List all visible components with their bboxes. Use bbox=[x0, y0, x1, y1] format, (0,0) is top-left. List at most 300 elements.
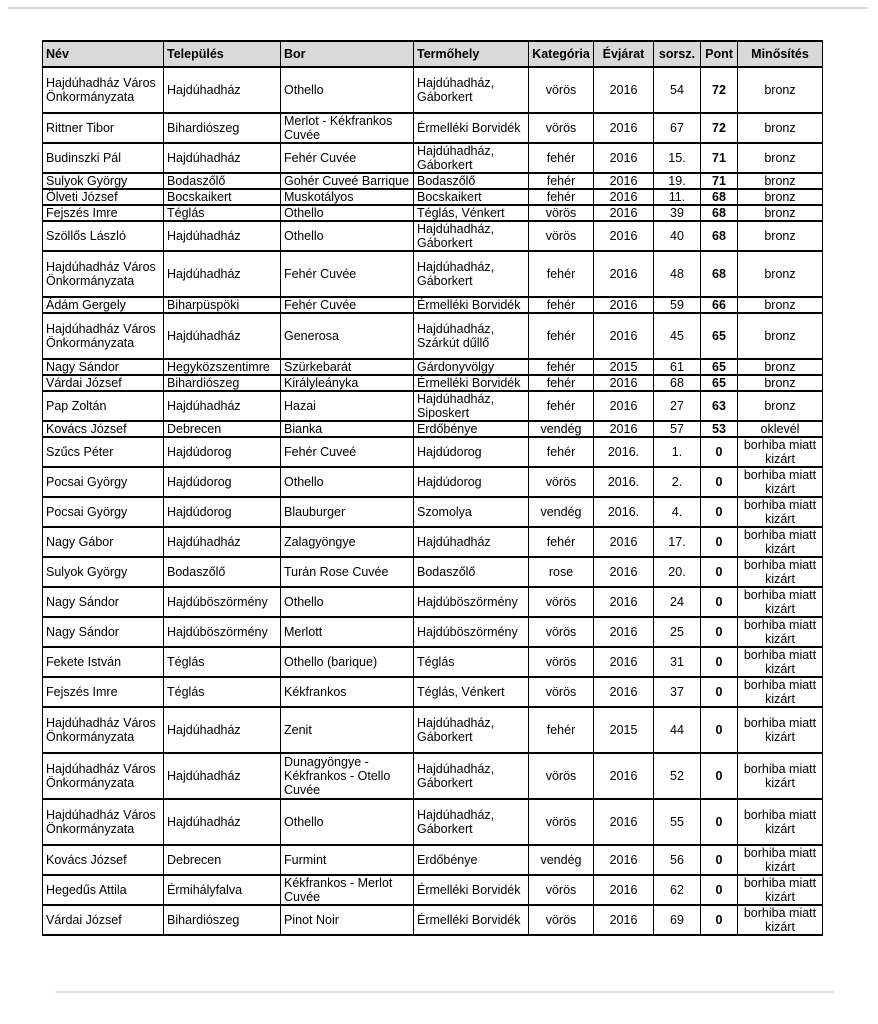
cell-sorsz: 45 bbox=[654, 313, 701, 359]
table-row bbox=[43, 313, 823, 359]
cell-termohely: Érmelléki Borvidék bbox=[414, 113, 529, 143]
table-row bbox=[43, 527, 823, 557]
cell-evjarat: 2016 bbox=[594, 799, 654, 845]
cell-nev: Pap Zoltán bbox=[43, 391, 164, 421]
cell-pont: 68 bbox=[701, 205, 738, 221]
cell-termohely: Bodaszőlő bbox=[414, 557, 529, 587]
cell-kategoria: fehér bbox=[529, 527, 594, 557]
cell-termohely: Hajdúhadház, Gáborkert bbox=[414, 251, 529, 297]
table-row bbox=[43, 143, 823, 173]
cell-minosites: bronz bbox=[738, 297, 823, 313]
cell-telepules: Bihardiószeg bbox=[164, 905, 281, 935]
table-header bbox=[43, 41, 823, 67]
cell-bor: Szürkebarát bbox=[281, 359, 414, 375]
table-row bbox=[43, 297, 823, 313]
cell-bor: Zenit bbox=[281, 707, 414, 753]
cell-kategoria: vörös bbox=[529, 67, 594, 113]
cell-evjarat: 2016 bbox=[594, 587, 654, 617]
cell-telepules: Hajdúhadház bbox=[164, 527, 281, 557]
cell-bor: Merlot - Kékfrankos Cuvée bbox=[281, 113, 414, 143]
cell-bor: Othello bbox=[281, 67, 414, 113]
cell-termohely: Téglás, Vénkert bbox=[414, 677, 529, 707]
cell-minosites: borhiba miatt kizárt bbox=[738, 647, 823, 677]
cell-nev: Hajdúhadház Város Önkormányzata bbox=[43, 799, 164, 845]
cell-minosites: borhiba miatt kizárt bbox=[738, 617, 823, 647]
table-row bbox=[43, 173, 823, 189]
cell-telepules: Biharpüspöki bbox=[164, 297, 281, 313]
cell-bor: Zalagyöngye bbox=[281, 527, 414, 557]
cell-kategoria: rose bbox=[529, 557, 594, 587]
cell-pont: 0 bbox=[701, 707, 738, 753]
cell-bor: Othello (barique) bbox=[281, 647, 414, 677]
cell-bor: Fehér Cuveé bbox=[281, 437, 414, 467]
table-row bbox=[43, 799, 823, 845]
table-row bbox=[43, 221, 823, 251]
cell-sorsz: 25 bbox=[654, 617, 701, 647]
table-row bbox=[43, 189, 823, 205]
cell-bor: Fehér Cuvée bbox=[281, 297, 414, 313]
cell-nev: Nagy Sándor bbox=[43, 617, 164, 647]
cell-termohely: Szomolya bbox=[414, 497, 529, 527]
cell-evjarat: 2016 bbox=[594, 677, 654, 707]
cell-minosites: bronz bbox=[738, 113, 823, 143]
cell-pont: 65 bbox=[701, 359, 738, 375]
cell-telepules: Hajdúdorog bbox=[164, 497, 281, 527]
cell-nev: Kovács József bbox=[43, 421, 164, 437]
cell-kategoria: vörös bbox=[529, 205, 594, 221]
cell-pont: 0 bbox=[701, 587, 738, 617]
table-row bbox=[43, 113, 823, 143]
cell-kategoria: fehér bbox=[529, 437, 594, 467]
cell-kategoria: vendég bbox=[529, 845, 594, 875]
cell-bor: Bianka bbox=[281, 421, 414, 437]
cell-telepules: Hajdúhadház bbox=[164, 67, 281, 113]
table-row bbox=[43, 875, 823, 905]
cell-nev: Kovács József bbox=[43, 845, 164, 875]
cell-telepules: Hajdúhadház bbox=[164, 143, 281, 173]
cell-nev: Sulyok György bbox=[43, 557, 164, 587]
cell-pont: 65 bbox=[701, 375, 738, 391]
cell-bor: Othello bbox=[281, 799, 414, 845]
cell-pont: 53 bbox=[701, 421, 738, 437]
cell-termohely: Érmelléki Borvidék bbox=[414, 905, 529, 935]
cell-kategoria: vörös bbox=[529, 875, 594, 905]
cell-telepules: Téglás bbox=[164, 205, 281, 221]
cell-pont: 0 bbox=[701, 437, 738, 467]
cell-minosites: borhiba miatt kizárt bbox=[738, 527, 823, 557]
table-row bbox=[43, 905, 823, 935]
cell-sorsz: 44 bbox=[654, 707, 701, 753]
cell-sorsz: 15. bbox=[654, 143, 701, 173]
cell-nev: Hajdúhadház Város Önkormányzata bbox=[43, 753, 164, 799]
table-row bbox=[43, 497, 823, 527]
cell-evjarat: 2016. bbox=[594, 497, 654, 527]
cell-telepules: Bodaszőlő bbox=[164, 173, 281, 189]
cell-nev: Hajdúhadház Város Önkormányzata bbox=[43, 707, 164, 753]
cell-nev: Nagy Gábor bbox=[43, 527, 164, 557]
cell-nev: Hegedűs Attila bbox=[43, 875, 164, 905]
cell-termohely: Hajdúhadház, Siposkert bbox=[414, 391, 529, 421]
cell-termohely: Hajdúdorog bbox=[414, 467, 529, 497]
cell-sorsz: 62 bbox=[654, 875, 701, 905]
column-header-nev: Név bbox=[43, 41, 164, 67]
cell-nev: Nagy Sándor bbox=[43, 587, 164, 617]
cell-bor: Othello bbox=[281, 587, 414, 617]
cell-sorsz: 57 bbox=[654, 421, 701, 437]
cell-bor: Turán Rose Cuvée bbox=[281, 557, 414, 587]
cell-telepules: Hajdúhadház bbox=[164, 707, 281, 753]
cell-kategoria: fehér bbox=[529, 297, 594, 313]
cell-kategoria: fehér bbox=[529, 391, 594, 421]
cell-sorsz: 52 bbox=[654, 753, 701, 799]
cell-nev: Rittner Tibor bbox=[43, 113, 164, 143]
cell-nev: Pocsai György bbox=[43, 467, 164, 497]
cell-termohely: Hajdúhadház, Gáborkert bbox=[414, 67, 529, 113]
cell-bor: Othello bbox=[281, 221, 414, 251]
cell-pont: 72 bbox=[701, 113, 738, 143]
cell-minosites: borhiba miatt kizárt bbox=[738, 845, 823, 875]
cell-pont: 66 bbox=[701, 297, 738, 313]
cell-evjarat: 2016 bbox=[594, 313, 654, 359]
cell-telepules: Érmihályfalva bbox=[164, 875, 281, 905]
cell-nev: Hajdúhadház Város Önkormányzata bbox=[43, 313, 164, 359]
table-row bbox=[43, 617, 823, 647]
cell-sorsz: 68 bbox=[654, 375, 701, 391]
cell-evjarat: 2016 bbox=[594, 527, 654, 557]
cell-telepules: Téglás bbox=[164, 677, 281, 707]
cell-nev: Várdai József bbox=[43, 375, 164, 391]
cell-nev: Szűcs Péter bbox=[43, 437, 164, 467]
cell-evjarat: 2016. bbox=[594, 437, 654, 467]
cell-pont: 0 bbox=[701, 845, 738, 875]
cell-kategoria: vörös bbox=[529, 677, 594, 707]
cell-bor: Hazai bbox=[281, 391, 414, 421]
cell-pont: 68 bbox=[701, 251, 738, 297]
cell-evjarat: 2015 bbox=[594, 707, 654, 753]
cell-telepules: Bihardiószeg bbox=[164, 113, 281, 143]
cell-bor: Furmint bbox=[281, 845, 414, 875]
cell-kategoria: fehér bbox=[529, 359, 594, 375]
cell-sorsz: 69 bbox=[654, 905, 701, 935]
cell-bor: Gohér Cuveé Barrique bbox=[281, 173, 414, 189]
cell-pont: 0 bbox=[701, 799, 738, 845]
cell-evjarat: 2016 bbox=[594, 143, 654, 173]
cell-telepules: Hajdúhadház bbox=[164, 753, 281, 799]
cell-evjarat: 2016. bbox=[594, 467, 654, 497]
cell-evjarat: 2016 bbox=[594, 617, 654, 647]
cell-sorsz: 67 bbox=[654, 113, 701, 143]
cell-nev: Nagy Sándor bbox=[43, 359, 164, 375]
cell-telepules: Hajdúhadház bbox=[164, 221, 281, 251]
cell-termohely: Hajdúhadház, Szárkút dűllő bbox=[414, 313, 529, 359]
cell-bor: Fehér Cuvée bbox=[281, 143, 414, 173]
cell-pont: 71 bbox=[701, 143, 738, 173]
cell-sorsz: 56 bbox=[654, 845, 701, 875]
cell-telepules: Bodaszőlő bbox=[164, 557, 281, 587]
table-row bbox=[43, 557, 823, 587]
cell-evjarat: 2016 bbox=[594, 67, 654, 113]
cell-sorsz: 31 bbox=[654, 647, 701, 677]
cell-kategoria: vörös bbox=[529, 221, 594, 251]
scan-artifact-line bbox=[55, 991, 835, 993]
cell-sorsz: 61 bbox=[654, 359, 701, 375]
cell-sorsz: 24 bbox=[654, 587, 701, 617]
cell-evjarat: 2016 bbox=[594, 845, 654, 875]
cell-kategoria: vörös bbox=[529, 647, 594, 677]
cell-pont: 0 bbox=[701, 527, 738, 557]
cell-nev: Budinszki Pál bbox=[43, 143, 164, 173]
cell-kategoria: fehér bbox=[529, 375, 594, 391]
table-row bbox=[43, 753, 823, 799]
cell-sorsz: 19. bbox=[654, 173, 701, 189]
cell-sorsz: 11. bbox=[654, 189, 701, 205]
cell-evjarat: 2016 bbox=[594, 189, 654, 205]
cell-telepules: Debrecen bbox=[164, 421, 281, 437]
cell-sorsz: 54 bbox=[654, 67, 701, 113]
cell-pont: 0 bbox=[701, 753, 738, 799]
table-row bbox=[43, 845, 823, 875]
cell-minosites: borhiba miatt kizárt bbox=[738, 497, 823, 527]
cell-pont: 68 bbox=[701, 221, 738, 251]
cell-termohely: Gárdonyvölgy bbox=[414, 359, 529, 375]
cell-telepules: Hajdúhadház bbox=[164, 391, 281, 421]
cell-kategoria: vörös bbox=[529, 467, 594, 497]
cell-termohely: Hajdúhadház, Gáborkert bbox=[414, 799, 529, 845]
cell-minosites: oklevél bbox=[738, 421, 823, 437]
table-body bbox=[43, 67, 823, 935]
wine-results-table bbox=[42, 40, 823, 936]
cell-minosites: borhiba miatt kizárt bbox=[738, 587, 823, 617]
cell-termohely: Hajdúhadház bbox=[414, 527, 529, 557]
cell-minosites: borhiba miatt kizárt bbox=[738, 677, 823, 707]
cell-evjarat: 2016 bbox=[594, 875, 654, 905]
cell-kategoria: vörös bbox=[529, 617, 594, 647]
cell-bor: Kékfrankos - Merlot Cuvée bbox=[281, 875, 414, 905]
cell-sorsz: 1. bbox=[654, 437, 701, 467]
cell-sorsz: 39 bbox=[654, 205, 701, 221]
table-row bbox=[43, 67, 823, 113]
cell-telepules: Debrecen bbox=[164, 845, 281, 875]
cell-nev: Sulyok György bbox=[43, 173, 164, 189]
cell-termohely: Érmelléki Borvidék bbox=[414, 375, 529, 391]
cell-bor: Pinot Noir bbox=[281, 905, 414, 935]
cell-sorsz: 27 bbox=[654, 391, 701, 421]
cell-kategoria: vörös bbox=[529, 905, 594, 935]
cell-minosites: bronz bbox=[738, 205, 823, 221]
cell-sorsz: 17. bbox=[654, 527, 701, 557]
cell-termohely: Erdőbénye bbox=[414, 421, 529, 437]
cell-pont: 63 bbox=[701, 391, 738, 421]
cell-evjarat: 2016 bbox=[594, 557, 654, 587]
cell-nev: Hajdúhadház Város Önkormányzata bbox=[43, 67, 164, 113]
cell-minosites: borhiba miatt kizárt bbox=[738, 557, 823, 587]
cell-pont: 0 bbox=[701, 677, 738, 707]
cell-kategoria: fehér bbox=[529, 173, 594, 189]
cell-evjarat: 2016 bbox=[594, 251, 654, 297]
cell-pont: 0 bbox=[701, 905, 738, 935]
cell-nev: Ádám Gergely bbox=[43, 297, 164, 313]
table-row bbox=[43, 677, 823, 707]
cell-termohely: Erdőbénye bbox=[414, 845, 529, 875]
cell-telepules: Bihardiószeg bbox=[164, 375, 281, 391]
cell-evjarat: 2016 bbox=[594, 173, 654, 189]
table-row bbox=[43, 647, 823, 677]
cell-nev: Pocsai György bbox=[43, 497, 164, 527]
cell-termohely: Hajdúböszörmény bbox=[414, 587, 529, 617]
column-header-kategoria: Kategória bbox=[529, 41, 594, 67]
table-row bbox=[43, 467, 823, 497]
cell-termohely: Bodaszőlő bbox=[414, 173, 529, 189]
cell-pont: 71 bbox=[701, 173, 738, 189]
table-row bbox=[43, 359, 823, 375]
cell-pont: 65 bbox=[701, 313, 738, 359]
cell-evjarat: 2016 bbox=[594, 297, 654, 313]
cell-bor: Generosa bbox=[281, 313, 414, 359]
column-header-telepules: Település bbox=[164, 41, 281, 67]
cell-termohely: Hajdúböszörmény bbox=[414, 617, 529, 647]
cell-minosites: borhiba miatt kizárt bbox=[738, 707, 823, 753]
cell-bor: Dunagyöngye - Kékfrankos - Otello Cuvée bbox=[281, 753, 414, 799]
cell-telepules: Hajdúhadház bbox=[164, 799, 281, 845]
table-row bbox=[43, 437, 823, 467]
cell-evjarat: 2016 bbox=[594, 905, 654, 935]
cell-pont: 68 bbox=[701, 189, 738, 205]
column-header-pont: Pont bbox=[701, 41, 738, 67]
cell-minosites: bronz bbox=[738, 143, 823, 173]
cell-kategoria: vörös bbox=[529, 113, 594, 143]
cell-bor: Királyleányka bbox=[281, 375, 414, 391]
cell-pont: 0 bbox=[701, 647, 738, 677]
cell-termohely: Érmelléki Borvidék bbox=[414, 297, 529, 313]
cell-kategoria: vendég bbox=[529, 421, 594, 437]
cell-termohely: Téglás, Vénkert bbox=[414, 205, 529, 221]
cell-kategoria: fehér bbox=[529, 707, 594, 753]
cell-bor: Fehér Cuvée bbox=[281, 251, 414, 297]
table-row bbox=[43, 707, 823, 753]
cell-bor: Othello bbox=[281, 467, 414, 497]
cell-termohely: Hajdúdorog bbox=[414, 437, 529, 467]
cell-evjarat: 2016 bbox=[594, 113, 654, 143]
column-header-sorsz: sorsz. bbox=[654, 41, 701, 67]
cell-pont: 0 bbox=[701, 497, 738, 527]
cell-sorsz: 59 bbox=[654, 297, 701, 313]
cell-termohely: Érmelléki Borvidék bbox=[414, 875, 529, 905]
table-row bbox=[43, 251, 823, 297]
cell-nev: Ölveti József bbox=[43, 189, 164, 205]
cell-sorsz: 40 bbox=[654, 221, 701, 251]
cell-minosites: bronz bbox=[738, 359, 823, 375]
column-header-evjarat: Évjárat bbox=[594, 41, 654, 67]
cell-evjarat: 2015 bbox=[594, 359, 654, 375]
cell-minosites: borhiba miatt kizárt bbox=[738, 799, 823, 845]
cell-nev: Hajdúhadház Város Önkormányzata bbox=[43, 251, 164, 297]
cell-pont: 0 bbox=[701, 617, 738, 647]
cell-telepules: Hegyközszentimre bbox=[164, 359, 281, 375]
cell-evjarat: 2016 bbox=[594, 753, 654, 799]
cell-termohely: Bocskaikert bbox=[414, 189, 529, 205]
cell-minosites: borhiba miatt kizárt bbox=[738, 905, 823, 935]
cell-telepules: Hajdúdorog bbox=[164, 467, 281, 497]
cell-sorsz: 55 bbox=[654, 799, 701, 845]
scan-artifact-line bbox=[8, 7, 868, 9]
cell-minosites: bronz bbox=[738, 173, 823, 189]
column-header-termohely: Termőhely bbox=[414, 41, 529, 67]
cell-evjarat: 2016 bbox=[594, 647, 654, 677]
cell-termohely: Hajdúhadház, Gáborkert bbox=[414, 753, 529, 799]
cell-termohely: Hajdúhadház, Gáborkert bbox=[414, 143, 529, 173]
table-row bbox=[43, 421, 823, 437]
cell-nev: Várdai József bbox=[43, 905, 164, 935]
cell-minosites: borhiba miatt kizárt bbox=[738, 875, 823, 905]
column-header-minosites: Minősítés bbox=[738, 41, 823, 67]
cell-telepules: Téglás bbox=[164, 647, 281, 677]
column-header-bor: Bor bbox=[281, 41, 414, 67]
cell-pont: 0 bbox=[701, 467, 738, 497]
cell-sorsz: 4. bbox=[654, 497, 701, 527]
cell-sorsz: 37 bbox=[654, 677, 701, 707]
cell-termohely: Hajdúhadház, Gáborkert bbox=[414, 707, 529, 753]
cell-telepules: Hajdúdorog bbox=[164, 437, 281, 467]
cell-termohely: Téglás bbox=[414, 647, 529, 677]
cell-kategoria: fehér bbox=[529, 251, 594, 297]
cell-evjarat: 2016 bbox=[594, 205, 654, 221]
cell-telepules: Hajdúböszörmény bbox=[164, 587, 281, 617]
cell-pont: 0 bbox=[701, 557, 738, 587]
cell-kategoria: vörös bbox=[529, 587, 594, 617]
cell-nev: Szöllős László bbox=[43, 221, 164, 251]
cell-sorsz: 20. bbox=[654, 557, 701, 587]
cell-kategoria: vendég bbox=[529, 497, 594, 527]
cell-telepules: Hajdúböszörmény bbox=[164, 617, 281, 647]
cell-kategoria: fehér bbox=[529, 189, 594, 205]
cell-telepules: Hajdúhadház bbox=[164, 313, 281, 359]
cell-telepules: Bocskaikert bbox=[164, 189, 281, 205]
cell-bor: Merlott bbox=[281, 617, 414, 647]
cell-sorsz: 2. bbox=[654, 467, 701, 497]
cell-bor: Othello bbox=[281, 205, 414, 221]
cell-sorsz: 48 bbox=[654, 251, 701, 297]
cell-minosites: bronz bbox=[738, 221, 823, 251]
cell-termohely: Hajdúhadház, Gáborkert bbox=[414, 221, 529, 251]
cell-evjarat: 2016 bbox=[594, 375, 654, 391]
cell-minosites: borhiba miatt kizárt bbox=[738, 437, 823, 467]
cell-minosites: bronz bbox=[738, 313, 823, 359]
cell-pont: 72 bbox=[701, 67, 738, 113]
cell-evjarat: 2016 bbox=[594, 221, 654, 251]
cell-minosites: bronz bbox=[738, 375, 823, 391]
cell-kategoria: vörös bbox=[529, 799, 594, 845]
cell-bor: Muskotályos bbox=[281, 189, 414, 205]
cell-evjarat: 2016 bbox=[594, 391, 654, 421]
cell-minosites: bronz bbox=[738, 251, 823, 297]
cell-kategoria: vörös bbox=[529, 753, 594, 799]
table-row bbox=[43, 391, 823, 421]
cell-kategoria: fehér bbox=[529, 313, 594, 359]
cell-bor: Kékfrankos bbox=[281, 677, 414, 707]
cell-minosites: bronz bbox=[738, 189, 823, 205]
cell-bor: Blauburger bbox=[281, 497, 414, 527]
header-row bbox=[43, 41, 823, 67]
cell-telepules: Hajdúhadház bbox=[164, 251, 281, 297]
table-row bbox=[43, 205, 823, 221]
cell-evjarat: 2016 bbox=[594, 421, 654, 437]
table-row bbox=[43, 375, 823, 391]
cell-minosites: borhiba miatt kizárt bbox=[738, 467, 823, 497]
cell-nev: Fejszés Imre bbox=[43, 205, 164, 221]
cell-minosites: bronz bbox=[738, 391, 823, 421]
table-row bbox=[43, 587, 823, 617]
cell-minosites: borhiba miatt kizárt bbox=[738, 753, 823, 799]
